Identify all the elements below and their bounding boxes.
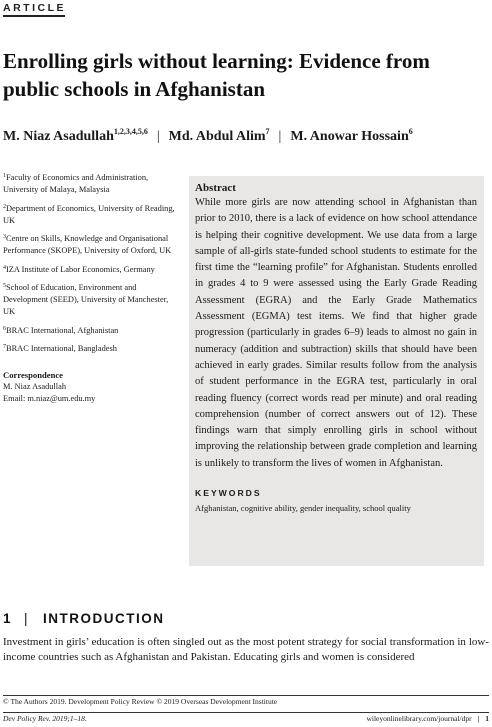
abstract-heading: Abstract xyxy=(195,182,236,194)
copyright-line: © The Authors 2019. Development Policy Review © 2019 Overseas Development Institute xyxy=(3,697,278,706)
author-list xyxy=(3,127,489,145)
section-label: ARTICLE xyxy=(3,2,66,14)
affiliation-item: $^3$Centre on Skills, Knowledge and Organisational Performance (SKOPE), University of Oxford, UK xyxy=(3,234,172,255)
affiliation-item: $^1$Faculty of Economics and Administration, University of Malaya, Malaysia xyxy=(3,173,149,194)
affiliation-item: $^4$IZA Institute of Labor Economics, Germany xyxy=(3,264,155,274)
footer-rule xyxy=(3,695,489,696)
correspondence-name: M. Niaz Asadullah xyxy=(3,382,67,391)
keywords-heading: KEYWORDS xyxy=(195,488,262,499)
affiliation-item: $^6$BRAC International, Afghanistan xyxy=(3,325,119,335)
author-link[interactable]: M. Anowar Hossain$^6$ xyxy=(290,127,413,144)
correspondence-block xyxy=(3,369,181,405)
author-separator: | xyxy=(278,129,282,144)
section-divider: | xyxy=(24,611,30,626)
page-footer xyxy=(3,714,489,723)
correspondence-email[interactable]: Email: m.niaz@um.edu.my xyxy=(3,394,96,403)
abstract-box xyxy=(189,176,484,566)
footer-right xyxy=(366,714,489,723)
abstract-body: While more girls are now attending school in Afghanistan than prior to 2010, there is a lack of evidence on how school attendance is helping their cognitive development. We use data from a large sample of all-girls state-funded school students to estimate for the first time the “learning profile” for Afghanistan. Students enrolled in grades 4 to 9 were assessed using the Early Grade Reading Assessment (EGRA) and the Early Grade Mathematics Assessment (EGMA) test items. We find that higher grade progression (particularly in grades 6–9) leads to almost no gain in numeracy (addition and subtraction) skills that should have been achieved in early grades. Similar results follow from the analysis of student performance in the EGRA test, particularly in oral reading fluency (correct words read per minute) and oral reading comprehension (number of correct answers out of 12). These findings warn that simply enrolling girls in school without improving the relationship between grade completion and learning is unlikely to transform the lives of women in Afghanistan. xyxy=(195,197,477,469)
footer-rule xyxy=(3,712,489,713)
journal-url-link[interactable]: wileyonlinelibrary.com/journal/dpr xyxy=(366,714,472,723)
section-title: INTRODUCTION xyxy=(43,611,165,626)
author-link[interactable]: Md. Abdul Alim$^7$ xyxy=(168,127,270,144)
correspondence-heading: Correspondence xyxy=(3,370,63,380)
introduction-heading xyxy=(3,611,165,626)
page-number: 1 xyxy=(485,714,489,723)
author-link[interactable]: M. Niaz Asadullah$^{1,2,3,4,5,6}$ xyxy=(3,127,148,144)
affiliation-item: $^2$Department of Economics, University of Reading, UK xyxy=(3,203,175,225)
article-title: Enrolling girls without learning: Evidence from public schools in Afghanistan xyxy=(3,49,430,101)
footer-separator: | xyxy=(477,714,480,723)
affiliation-item: $^5$School of Education, Environment and Development (SEED), University of Manchester, UK xyxy=(3,283,169,316)
section-label-underline xyxy=(3,15,65,17)
journal-citation: Dev Policy Rev. 2019;1–18. xyxy=(3,714,87,723)
affiliations-column xyxy=(3,170,181,405)
introduction-body: Investment in girls’ education is often singled out as the most potent strategy for social transformation in low-income countries such as Afghanistan and Pakistan. Educating girls and women is considered xyxy=(3,636,489,663)
author-separator: | xyxy=(156,129,160,144)
keywords-list: Afghanistan, cognitive ability, gender inequality, school quality xyxy=(195,503,411,514)
affiliation-item: $^7$BRAC International, Bangladesh xyxy=(3,344,117,353)
section-number: 1 xyxy=(3,611,13,626)
